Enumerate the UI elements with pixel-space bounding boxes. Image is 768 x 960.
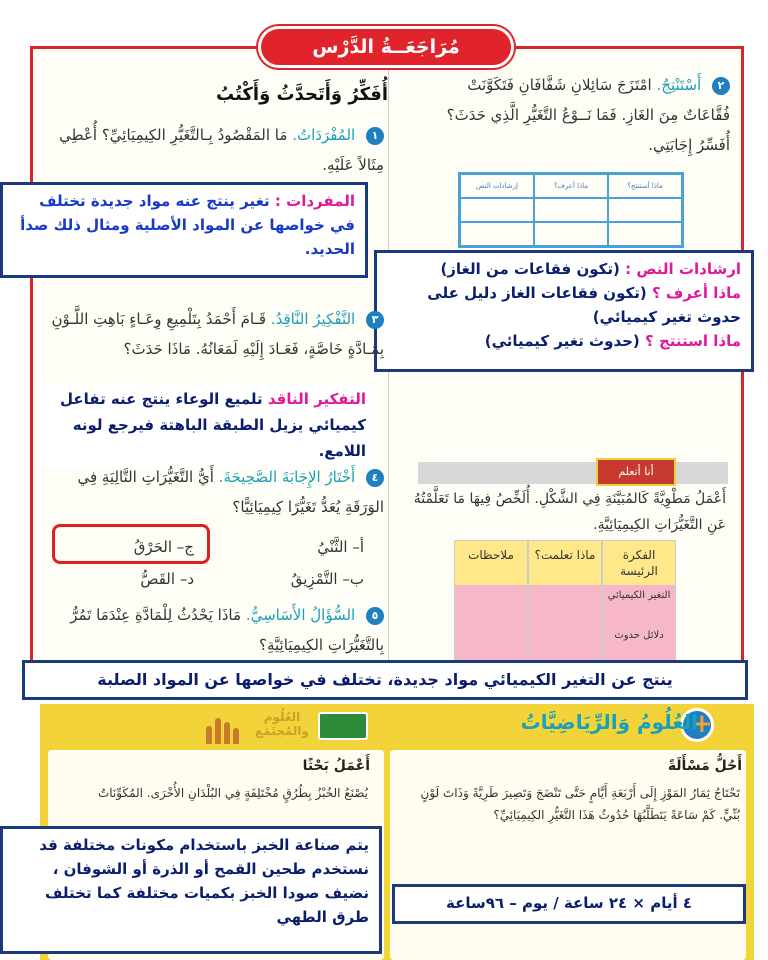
- table-cell: [534, 222, 608, 246]
- foldable-header-strip: [418, 462, 728, 484]
- question-2: [418, 70, 730, 160]
- question-5: [34, 600, 384, 660]
- question-text: مَا المَقْصُودُ بِـالتَّغَيُّرِ الكِيمِيَائِيِّ؟ أُعْطِي مِثَالاً عَلَيْهِ.: [59, 126, 384, 174]
- question-label: أَخْتَارُ الإِجَابَةَ الصَّحِيحَةَ.: [218, 468, 356, 486]
- choice-c: ج– الحَرْقُ: [133, 538, 194, 556]
- flag-icon: [318, 712, 368, 740]
- answer-text: (تكون فقاعات الغاز دليل على حدوث تغير كيميائي): [427, 284, 741, 326]
- question-label: السُّؤَالُ الأَسَاسِيُّ.: [245, 606, 356, 624]
- bread-research-answer-box: يتم صناعة الخبز باستخدام مكونات مختلفة قد نستخدم طحين القمح أو الذرة أو الشوفان ، نضيف صودا الخبز بكميات مختلفة كما تختلف طرق الطهي: [0, 826, 382, 954]
- inference-table: [458, 172, 684, 248]
- foldable-column-body: [455, 585, 527, 663]
- question-text: قَـامَ أَحْمَدُ بِتَلْمِيعِ وِعَـاءٍ بَاهِتِ اللَّـوْنِ بِمَـادَّةٍ خَاصَّةٍ، فَعَـادَ إِلَيْهِ لَمَعَانُهُ. مَاذَا حَدَثَ؟: [51, 310, 384, 358]
- people-icon: [206, 714, 240, 744]
- answer-label: التفكير الناقد: [267, 390, 366, 408]
- answer-text: تلميع الوعاء ينتج عنه تفاعل كيميائي يزيل الطبقة الباهتة فيرجع لونه اللامع.: [60, 390, 366, 460]
- question-text: امْتَزَجَ سَائِلانِ شَفَّافَانِ فَتَكَوَّنَتْ فُقَّاعَاتٌ مِنَ الغَازِ. فَمَا نَــوْعُ التَّغَيُّرِ الَّذِي حَدَثَ؟ أُفَسِّرُ إِجَابَتِي.: [446, 76, 730, 154]
- question-number: ٤: [366, 469, 384, 487]
- answer-label: المفردات :: [274, 192, 355, 210]
- science-math-title: العُلُومُ وَالرِّيَاضِيَّاتُ: [520, 710, 698, 734]
- question-number: ٥: [366, 607, 384, 625]
- solve-problem-title: أَحُلُّ مَسْأَلَةً: [667, 758, 742, 774]
- question-label: التَّفْكِيرُ النَّاقِدُ.: [270, 310, 356, 328]
- foldable-row-label: التغير الكيميائي: [607, 590, 671, 601]
- table-cell: [534, 198, 608, 222]
- research-title: أَعْمَلُ بَحْثًا: [302, 758, 370, 774]
- table-cell: [608, 222, 682, 246]
- science-society-title: العُلُوم والمُجتَمَع: [255, 710, 309, 738]
- question-text: مَاذَا يَحْدُثُ لِلْمَادَّةِ عِنْدَمَا تَمُرُّ بِالتَّغَيُّرَاتِ الكِيمِيَائِيَّةِ؟: [70, 606, 384, 654]
- choice-b: ب– التَّمْزِيقُ: [290, 570, 364, 588]
- question-label: المُفْرَدَاتُ.: [292, 126, 356, 144]
- answer-label: ارشادات النص :: [625, 260, 741, 278]
- question-number: ١: [366, 127, 384, 145]
- answer-text: (تكون فقاعات من الغاز): [440, 260, 620, 278]
- research-text: يُصْنَعُ الخُبْزُ بِطُرُقٍ مُخْتَلِفَةٍ فِي البُلْدَانِ الأُخْرَى. المُكَوِّنَاتُ: [97, 786, 368, 800]
- foldable-column-header: ملاحظات: [455, 541, 527, 585]
- critical-thinking-answer-box: [40, 384, 374, 468]
- solve-problem-text: تَحْتَاجُ ثِمَارُ المَوْزِ إِلَى أَرْبَعَةِ أَيَّامٍ حَتَّى تَنْضَجَ وَتَصِيرَ طَرِيَّةً وَذَاتَ لَوْنٍ بُنِّيٍّ. كَمْ سَاعَةً يَتَطَلَّبُهَا حُدُوثُ هَذَا التَّغَيُّرِ الكِيمِيَائِيِّ؟: [420, 786, 740, 822]
- choice-a: أ– الثَّنْيُ: [317, 538, 364, 556]
- foldable-badge: أنا أتعلم: [596, 458, 676, 486]
- foldable-column-header: ماذا تعلمت؟: [529, 541, 601, 585]
- summary-answer-banner: ينتج عن التغير الكيميائي مواد جديدة، تختلف في خواصها عن المواد الصلبة: [22, 660, 748, 700]
- correct-answer-highlight: [52, 524, 210, 564]
- lesson-review-title: مُرَاجَعَــةُ الدَّرْس: [258, 26, 514, 68]
- foldable-column: [454, 540, 528, 662]
- foldable-diagram: [454, 540, 676, 662]
- question-number: ٢: [712, 77, 730, 95]
- answer-text: تغير ينتج عنه مواد جديدة تختلف في خواصها عن المواد الأصلية ومثال ذلك صدأ الحديد.: [20, 192, 355, 258]
- foldable-column-body: [529, 585, 601, 663]
- answer-label: ماذا استنتج ؟: [645, 332, 741, 350]
- foldable-column: [528, 540, 602, 662]
- text-clues-answer-box: [374, 250, 754, 372]
- answer-label: ماذا أعرف ؟: [651, 284, 741, 302]
- answer-text: (حدوث تغير كيميائي): [484, 332, 640, 350]
- question-3: [34, 304, 384, 364]
- foldable-column-header: الفكرة الرئيسة: [603, 541, 675, 585]
- question-label: أَسْتَنْتِجُ.: [656, 76, 702, 94]
- question-1: [34, 120, 384, 180]
- table-header: ماذا أستنتج؟: [608, 174, 682, 198]
- table-cell: [608, 198, 682, 222]
- section-heading: أُفَكِّرُ وَأَتَحدَّثُ وَأَكْتُبُ: [216, 84, 388, 105]
- choice-d: د– القَصُّ: [140, 570, 194, 588]
- table-cell: [460, 222, 534, 246]
- foldable-column-body: [603, 585, 675, 663]
- question-text: أَيُّ التَّغَيُّرَاتِ التَّالِيَةِ فِي الوَرَقَةِ يُعَدُّ تَغَيُّرًا كِيمِيَائِيًّا؟: [77, 468, 384, 516]
- calculation-answer-box: ٤ أيام × ٢٤ ساعة / يوم – ٩٦ساعة: [392, 884, 746, 924]
- foldable-instructions: أَعْمَلُ مَطْوِيَّةً كَالمُبَيَّنَةِ فِي الشَّكْلِ. أُلَخِّصُ فِيهَا مَا تَعَلَّمْتُهُ عَنِ التَّغَيُّرَاتِ الكِيمِيَائِيَّةِ.: [413, 491, 726, 533]
- question-4: [34, 462, 384, 522]
- foldable-column: [602, 540, 676, 662]
- vocabulary-answer-box: [0, 182, 368, 278]
- table-cell: [460, 198, 534, 222]
- foldable-row-label: دلائل حدوث: [614, 630, 664, 641]
- table-header: ماذا أعرف؟: [534, 174, 608, 198]
- question-number: ٣: [366, 311, 384, 329]
- table-header: إرشادات النص: [460, 174, 534, 198]
